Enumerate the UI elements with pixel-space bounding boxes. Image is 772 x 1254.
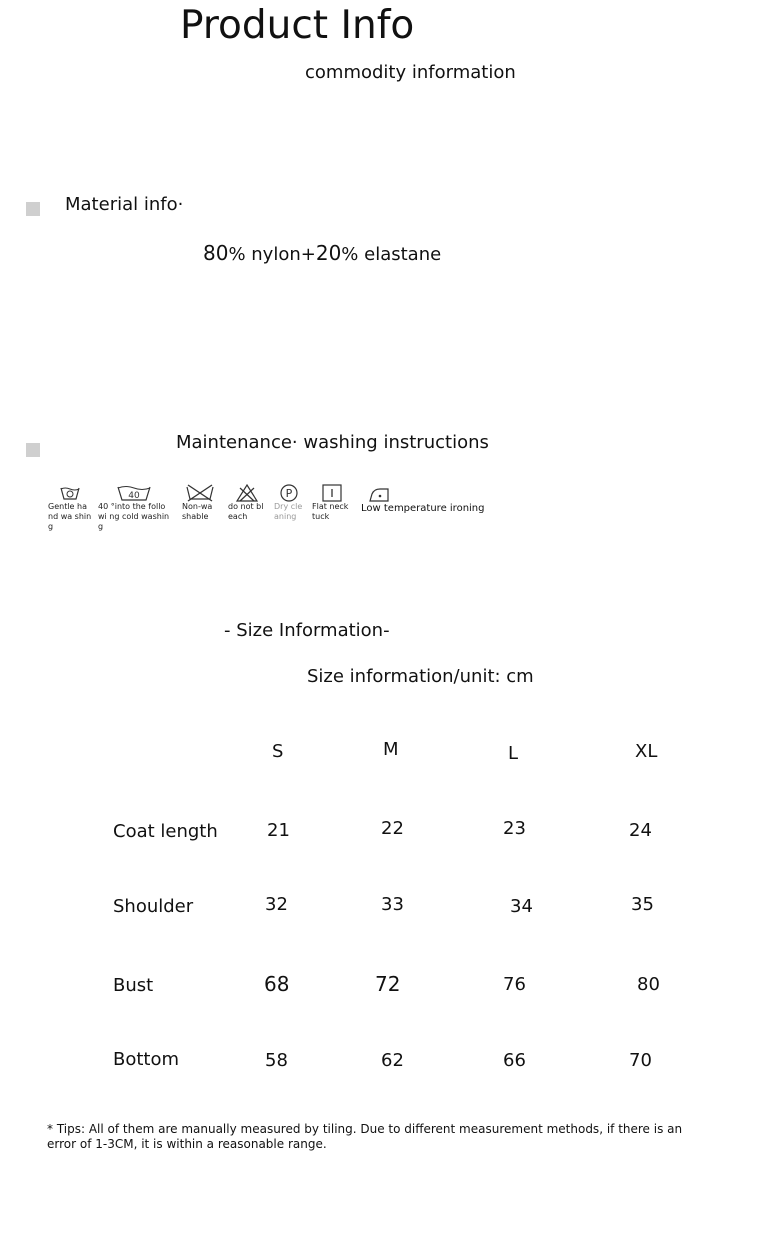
cell-bust-s: 68 — [264, 972, 290, 996]
cell-bottom-l: 66 — [503, 1050, 526, 1071]
flat-dry-icon: Flat neck tuck — [312, 484, 352, 524]
size-col-l: L — [508, 743, 519, 764]
maintenance-heading: Maintenance· washing instructions — [176, 432, 489, 453]
nylon-percent: 80 — [203, 241, 229, 265]
material-heading: Material info· — [65, 194, 184, 215]
svg-text:P: P — [285, 487, 293, 500]
dry-clean-icon: P Dry cle aning — [274, 487, 303, 521]
cell-shoulder-xl: 35 — [631, 894, 654, 915]
iron-low-label: Low temperature ironing — [361, 503, 485, 514]
size-col-s: S — [272, 741, 284, 762]
page-subtitle: commodity information — [305, 62, 516, 83]
material-composition — [203, 241, 441, 267]
section-bullet-maintenance — [26, 443, 40, 457]
row-label-bottom: Bottom — [113, 1049, 180, 1070]
iron-low-icon — [368, 485, 390, 503]
row-label-coat-length: Coat length — [113, 821, 218, 842]
wash-40-icon: 40 40 °into the followi ng cold washing — [98, 484, 170, 524]
cell-bust-l: 76 — [503, 974, 526, 995]
cell-bottom-m: 62 — [381, 1050, 404, 1071]
no-bleach-icon: do not bl each — [228, 484, 266, 524]
cell-coat-length-s: 21 — [267, 820, 290, 841]
nylon-text: % nylon+ — [228, 244, 316, 265]
cell-shoulder-s: 32 — [265, 894, 288, 915]
cell-bottom-xl: 70 — [629, 1050, 652, 1071]
size-col-xl: XL — [635, 741, 658, 762]
measurement-tips: * Tips: All of them are manually measured by tiling. Due to different measurement methods, if there is an error of 1-3CM, it is within a reasonable range. — [47, 1122, 683, 1151]
elastane-text: % elastane — [341, 244, 442, 265]
cell-shoulder-m: 33 — [381, 894, 404, 915]
size-col-m: M — [383, 739, 399, 760]
page-title: Product Info — [180, 3, 415, 48]
cell-bust-m: 72 — [375, 972, 401, 996]
elastane-percent: 20 — [315, 241, 342, 265]
no-wash-icon: Non-wa shable — [182, 484, 218, 524]
section-bullet-material — [26, 202, 40, 216]
cell-coat-length-l: 23 — [503, 818, 526, 839]
row-label-bust: Bust — [113, 975, 154, 996]
row-label-shoulder: Shoulder — [113, 896, 194, 917]
cell-shoulder-l: 34 — [510, 896, 533, 917]
svg-text:40: 40 — [128, 491, 140, 501]
cell-bottom-s: 58 — [265, 1050, 288, 1071]
size-subheading: Size information/unit: cm — [307, 666, 534, 687]
cell-coat-length-xl: 24 — [629, 820, 652, 841]
hand-wash-icon: Gentle hand wa shing — [48, 484, 92, 524]
cell-bust-xl: 80 — [637, 974, 660, 995]
size-heading: - Size Information- — [224, 620, 390, 641]
cell-coat-length-m: 22 — [381, 818, 404, 839]
